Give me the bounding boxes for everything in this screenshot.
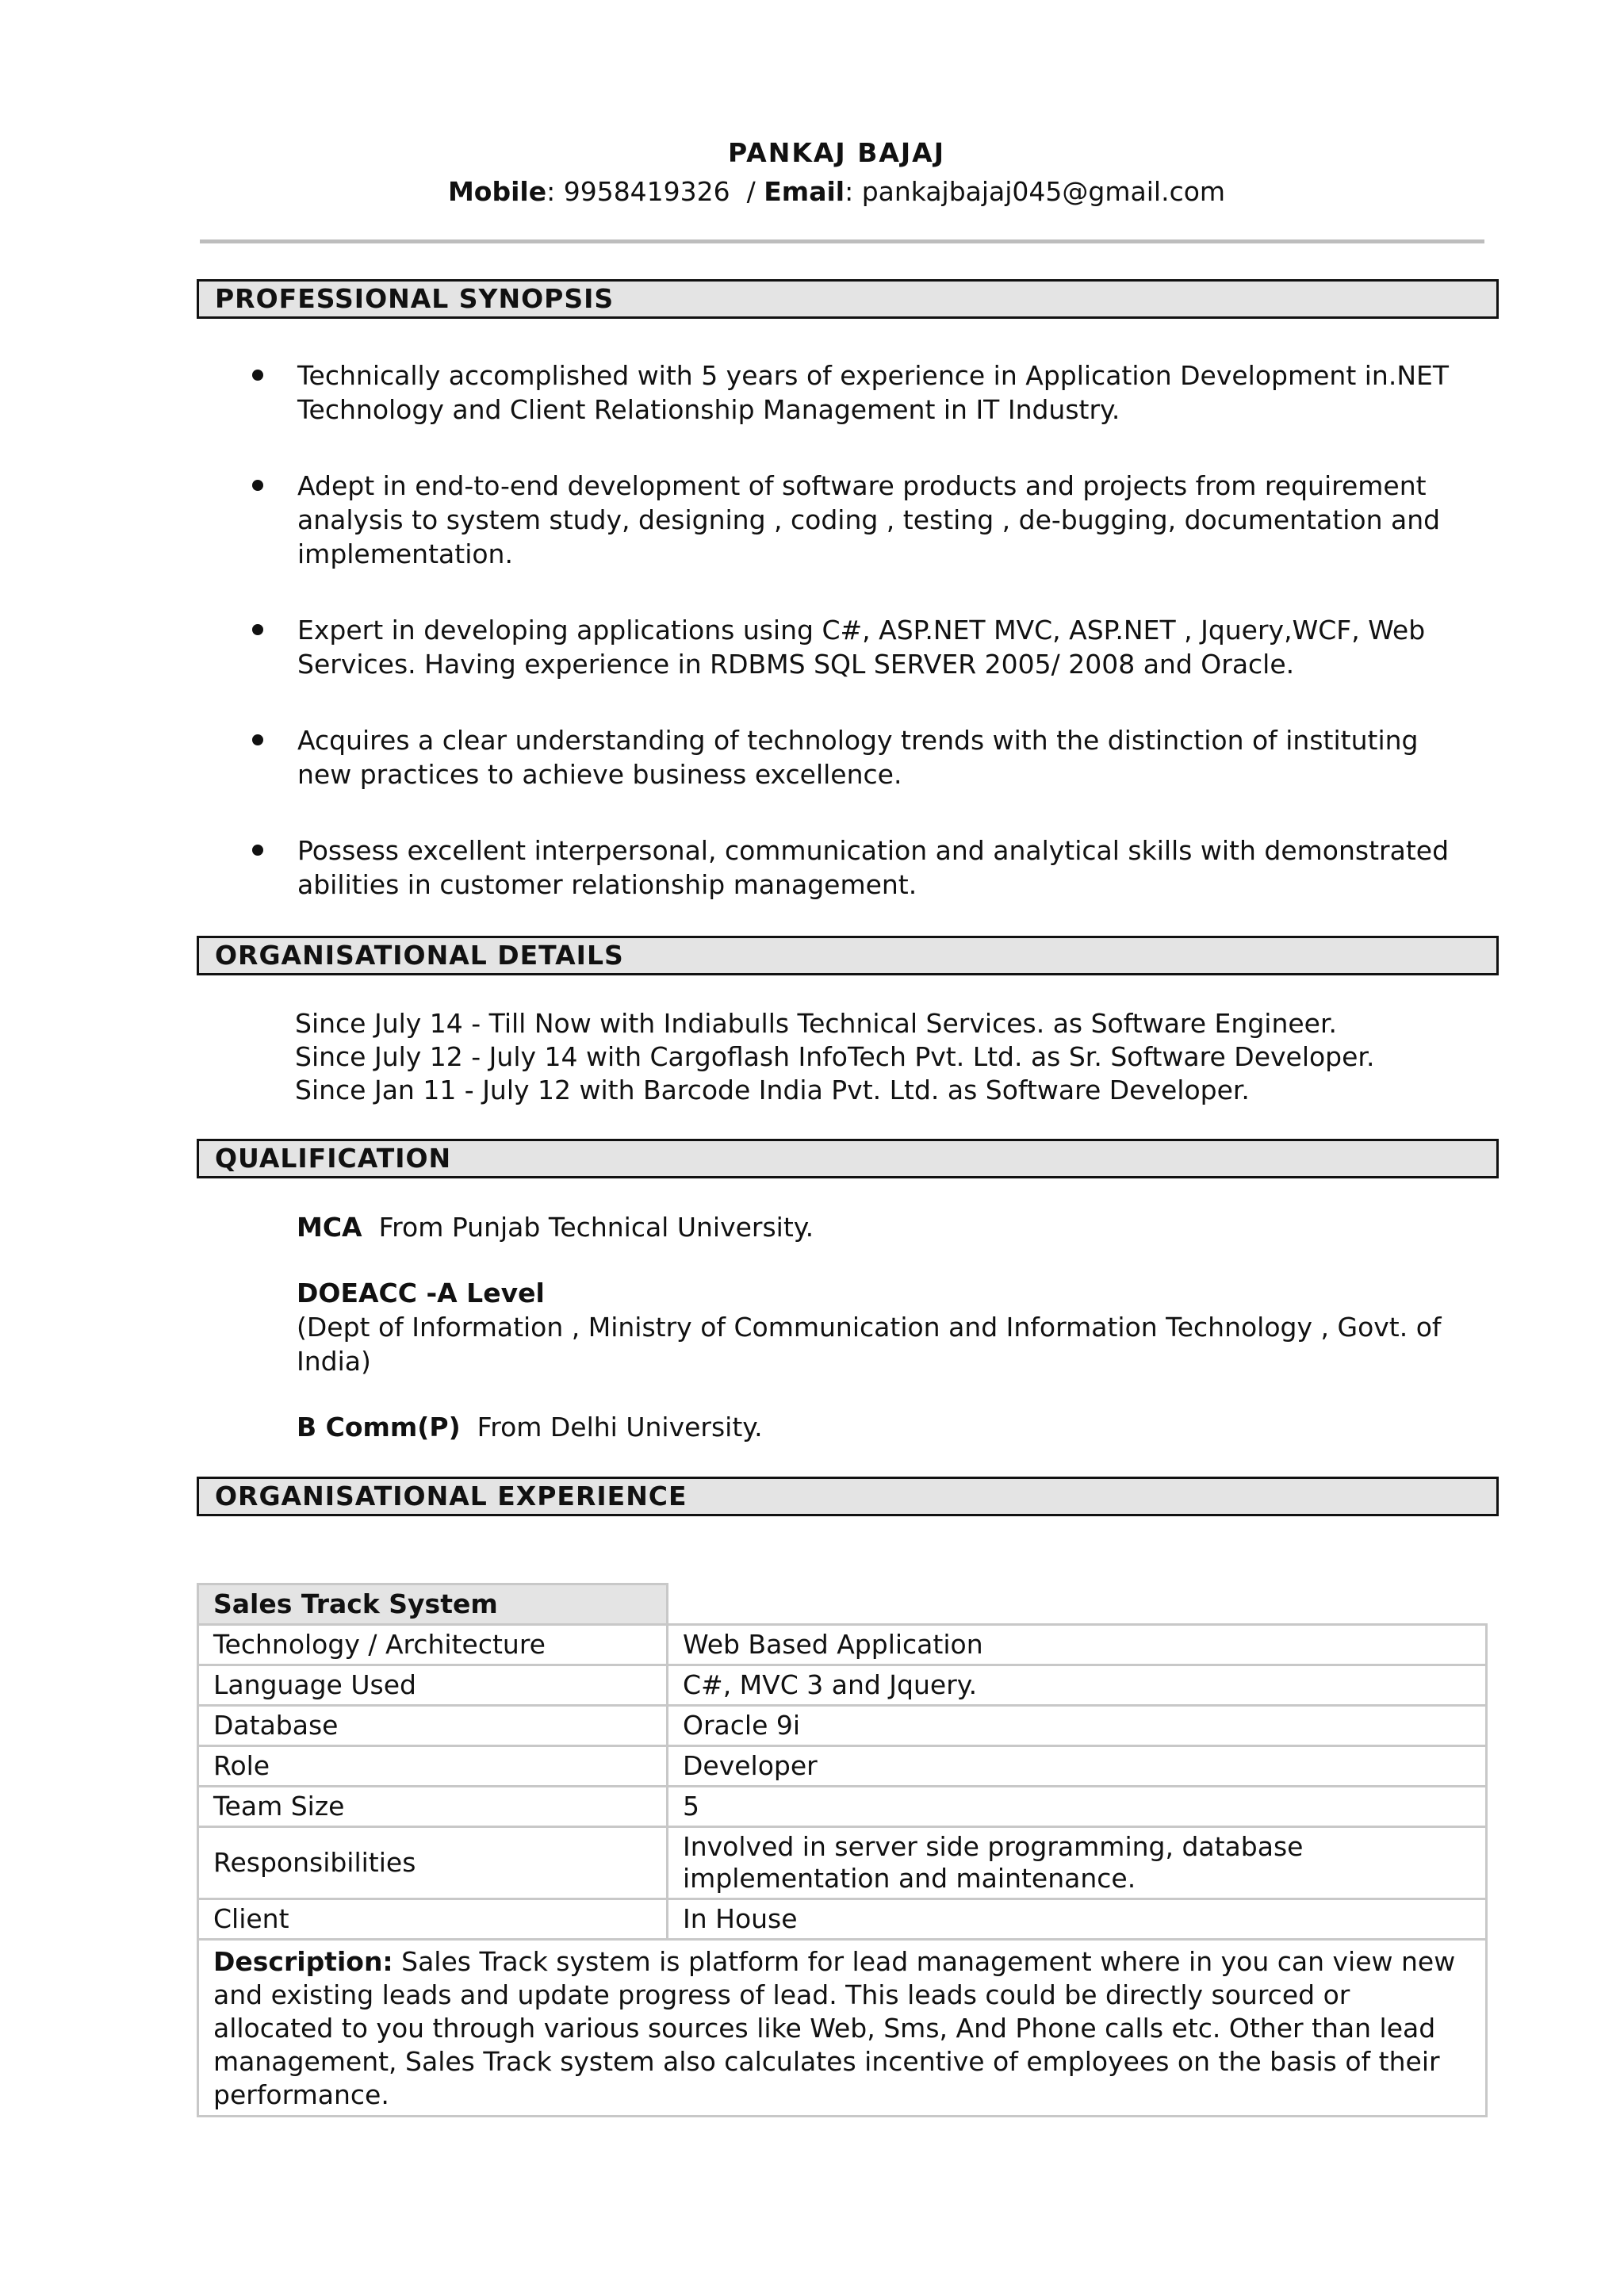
qualification-detail: From Delhi University.	[477, 1412, 763, 1443]
table-row	[198, 1706, 1487, 1746]
list-item	[238, 358, 1475, 427]
section-heading-synopsis: PROFESSIONAL SYNOPSIS	[197, 279, 1499, 319]
table-row	[198, 1827, 1487, 1899]
list-item	[238, 613, 1475, 681]
email-address: pankajbajaj045@gmail.com	[861, 176, 1226, 207]
row-key: Language Used	[198, 1665, 668, 1706]
list-item	[297, 1210, 1486, 1244]
mobile-number: 9958419326	[563, 176, 730, 207]
project-description	[198, 1940, 1487, 2117]
synopsis-text: Expert in developing applications using C#, ASP.NET MVC, ASP.NET , Jquery,WCF, Web Services. Having experience in RDBMS SQL SERVER 2005/ 2008 and Oracle.	[297, 615, 1426, 680]
table-row	[198, 1746, 1487, 1787]
header-divider	[200, 239, 1484, 243]
bullet-icon	[252, 370, 263, 381]
description-text: Sales Track system is platform for lead management where in you can view new and existing leads and update progress of lead. This leads could be directly sourced or allocated to you through various sources like Web, Sms, And Phone calls etc. Other than lead management, Sales Track system also calculates incentive of employees on the basis of their performance.	[213, 1946, 1456, 2110]
table-row	[198, 1940, 1487, 2117]
project-table	[197, 1583, 1488, 2117]
table-row	[198, 1625, 1487, 1665]
qualification-list	[297, 1210, 1486, 1476]
description-label: Description:	[213, 1946, 393, 1977]
table-row	[198, 1665, 1487, 1706]
qualification-title: DOEACC -A Level	[297, 1278, 545, 1308]
row-value: 5	[668, 1787, 1487, 1827]
qualification-detail: From Punjab Technical University.	[378, 1212, 814, 1243]
section-heading-org-details: ORGANISATIONAL DETAILS	[197, 936, 1499, 975]
row-key: Technology / Architecture	[198, 1625, 668, 1665]
qualification-detail: (Dept of Information , Ministry of Communication and Information Technology , Govt. of India)	[297, 1312, 1442, 1377]
list-item: Since Jan 11 - July 12 with Barcode India Pvt. Ltd. as Software Developer.	[295, 1075, 1250, 1105]
bullet-icon	[252, 845, 263, 856]
row-key: Database	[198, 1706, 668, 1746]
list-item	[238, 833, 1475, 902]
resume-header	[0, 135, 1624, 213]
section-heading-org-experience: ORGANISATIONAL EXPERIENCE	[197, 1477, 1499, 1516]
synopsis-text: Possess excellent interpersonal, communication and analytical skills with demonstrated abilities in customer relationship management.	[297, 835, 1450, 900]
synopsis-list	[238, 358, 1475, 944]
email-label: Email	[764, 176, 845, 207]
synopsis-text: Technically accomplished with 5 years of experience in Application Development in.NET Technology and Client Relationship Management in IT Industry.	[297, 360, 1450, 425]
row-key: Role	[198, 1746, 668, 1787]
table-row	[198, 1787, 1487, 1827]
row-value: Oracle 9i	[668, 1706, 1487, 1746]
list-item	[297, 1276, 1486, 1378]
empty-cell	[668, 1584, 1487, 1625]
row-value: Involved in server side programming, database implementation and maintenance.	[668, 1827, 1487, 1899]
qualification-title: B Comm(P)	[297, 1412, 461, 1443]
candidate-name: PANKAJ BAJAJ	[728, 137, 945, 168]
synopsis-text: Adept in end-to-end development of software products and projects from requirement analysis to system study, designing , coding , testing , de-bugging, documentation and implementation.	[297, 470, 1441, 569]
row-value: Web Based Application	[668, 1625, 1487, 1665]
row-key: Responsibilities	[198, 1827, 668, 1899]
list-item: Since July 12 - July 14 with Cargoflash InfoTech Pvt. Ltd. as Sr. Software Developer.	[295, 1041, 1375, 1072]
row-value: C#, MVC 3 and Jquery.	[668, 1665, 1487, 1706]
mobile-label: Mobile	[447, 176, 547, 207]
row-key: Team Size	[198, 1787, 668, 1827]
table-row	[198, 1899, 1487, 1940]
bullet-icon	[252, 734, 263, 745]
synopsis-text: Acquires a clear understanding of technology trends with the distinction of instituting new practices to achieve business excellence.	[297, 725, 1419, 790]
table-row	[198, 1584, 1487, 1625]
row-value: In House	[668, 1899, 1487, 1940]
list-item	[297, 1410, 1486, 1444]
row-key: Client	[198, 1899, 668, 1940]
list-item	[238, 723, 1475, 791]
org-details-list	[295, 1007, 1484, 1107]
list-item	[238, 469, 1475, 571]
row-value: Developer	[668, 1746, 1487, 1787]
contact-line: Mobile: 9958419326 / Email: pankajbajaj045@gmail.com	[447, 176, 1226, 207]
project-title: Sales Track System	[198, 1584, 668, 1625]
list-item: Since July 14 - Till Now with Indiabulls Technical Services. as Software Engineer.	[295, 1008, 1337, 1039]
bullet-icon	[252, 480, 263, 491]
section-heading-qualification: QUALIFICATION	[197, 1139, 1499, 1178]
bullet-icon	[252, 624, 263, 635]
qualification-title: MCA	[297, 1212, 362, 1243]
